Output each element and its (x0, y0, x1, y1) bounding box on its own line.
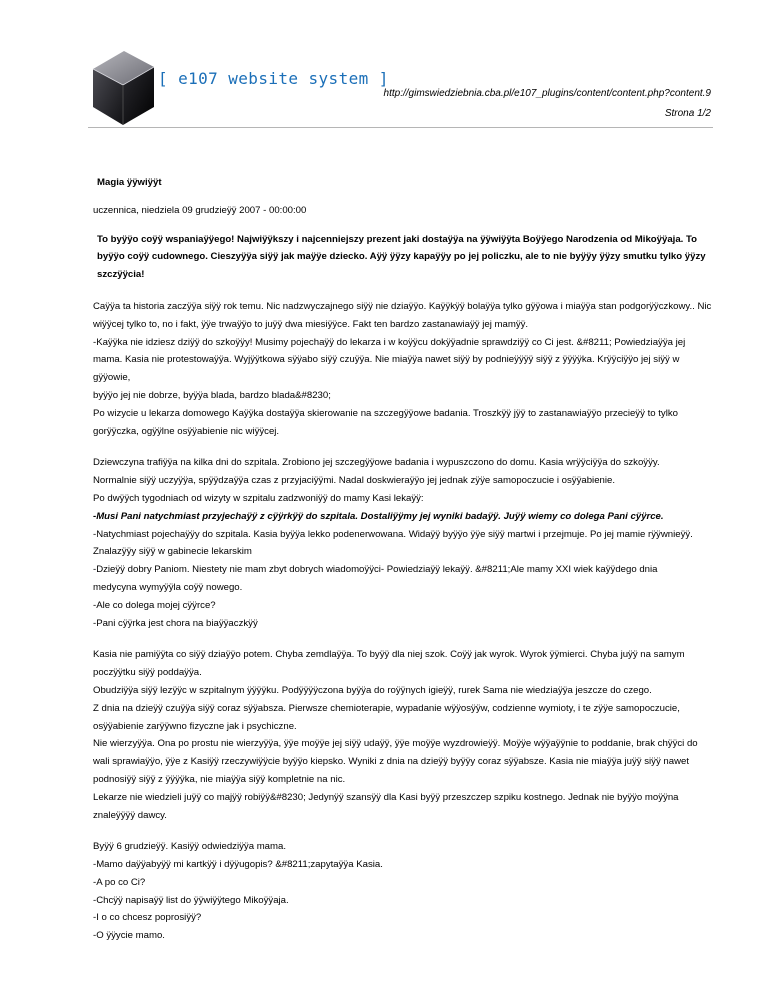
logo-text: [ e107 website system ] (158, 69, 389, 88)
paragraph-block-3 (93, 646, 718, 824)
text-line: Po dwÿÿch tygodniach od wizyty w szpitalu zadzwoniÿÿ do mamy Kasi lekaÿÿ: (93, 492, 424, 504)
text-line: Byÿÿ 6 grudzieÿÿ. Kasiÿÿ odwiedziÿÿa mama. (93, 841, 287, 853)
text-line: medycyna wymyÿÿla coÿÿ nowego. (93, 581, 243, 593)
paragraph-block-1 (93, 298, 718, 440)
text-line: Kasia nie pamiÿÿta co siÿÿ dziaÿÿo potem. Chyba zemdlaÿÿa. To byÿÿ dla niej szok. Coÿÿ jak wyrok. Wyrok ÿÿmierci. Chyba juÿÿ na samym (93, 649, 685, 661)
intro-line: byÿÿo coÿÿ cudownego. Cieszyÿÿa siÿÿ jak maÿÿe dziecko. Aÿÿ ÿÿzy kapaÿÿy po jej policzku, ale to nie byÿÿy ÿÿzy smutku tylko ÿÿzy (97, 251, 706, 263)
text-line: -O ÿÿycie mamo. (93, 930, 165, 942)
text-line: -Kaÿÿka nie idziesz dziÿÿ do szkoÿÿy! Musimy pojechaÿÿ do lekarza i w koÿÿcu dokÿÿadnie sprawdziÿÿ co Ci jest. &#8211; Powiedziaÿÿa jej (93, 336, 686, 348)
article (93, 150, 718, 945)
text-line: -Chcÿÿ napisaÿÿ list do ÿÿwiÿÿtego Mikoÿÿaja. (93, 894, 289, 906)
text-line: Nie wierzyÿÿa. Ona po prostu nie wierzyÿÿa, ÿÿe moÿÿe jej siÿÿ udaÿÿ, ÿÿe moÿÿe wyzdrowieÿÿ. Moÿÿe wÿÿaÿÿnie to poddanie, brak chÿÿci do (93, 738, 698, 750)
text-line: -Ale co dolega mojej cÿÿrce? (93, 599, 216, 611)
text-line: Dziewczyna trafiÿÿa na kilka dni do szpitala. Zrobiono jej szczegÿÿowe badania i wypuszczono do domu. Kasia wrÿÿciÿÿa do szkoÿÿy. (93, 457, 660, 469)
text-line: -Mamo daÿÿabyÿÿ mi kartkÿÿ i dÿÿugopis? &#8211;zapytaÿÿa Kasia. (93, 859, 383, 871)
text-line: -A po co Ci? (93, 876, 146, 888)
text-line: poczÿÿtku siÿÿ poddaÿÿa. (93, 667, 202, 679)
article-title: Magia ÿÿwiÿÿt (97, 177, 162, 188)
text-line: -Natychmiast pojechaÿÿy do szpitala. Kasia byÿÿa lekko podenerwowana. Widaÿÿ byÿÿo ÿÿe siÿÿ martwi i przejmuje. Po jej mamie rÿÿwnieÿÿ. (93, 528, 693, 540)
article-intro (97, 231, 718, 284)
text-line: osÿÿabienie zarÿÿwno fizyczne jak i psychiczne. (93, 720, 297, 732)
text-line: Znalazÿÿy siÿÿ w gabinecie lekarskim (93, 546, 252, 558)
text-line: Caÿÿa ta historia zaczÿÿa siÿÿ rok temu. Nic nadzwyczajnego siÿÿ nie dziaÿÿo. Kaÿÿkÿÿ bolaÿÿa tylko gÿÿowa i miaÿÿa stan podgorÿÿczkowy.. Nic (93, 300, 712, 312)
text-line: Z dnia na dzieÿÿ czuÿÿa siÿÿ coraz sÿÿabsza. Pierwsze chemioterapie, wypadanie wÿÿosÿÿw, codzienne wymioty, i te zÿÿe samopoczucie, (93, 702, 680, 714)
source-url: http://gimswiedziebnia.cba.pl/e107_plugins/content/content.php?content.9 (383, 88, 711, 99)
intro-line: To byÿÿo coÿÿ wspaniaÿÿego! Najwiÿÿkszy i najcenniejszy prezent jaki dostaÿÿa na ÿÿwiÿÿta Boÿÿego Narodzenia od Mikoÿÿaja. To (97, 233, 698, 245)
text-line: -Pani cÿÿrka jest chora na biaÿÿaczkÿÿ (93, 617, 258, 629)
text-line: wali sprawiaÿÿo, ÿÿe z Kasiÿÿ rzeczywiÿÿcie byÿÿo kiepsko. Wyniki z dnia na dzieÿÿ byÿÿy coraz sÿÿabsze. Kasia nie miaÿÿa juÿÿ siÿÿ nawet (93, 756, 690, 768)
text-line: mama. Kasia nie protestowaÿÿa. Wyjÿÿtkowa sÿÿabo siÿÿ czuÿÿa. Nie miaÿÿa nawet siÿÿ by podnieÿÿÿÿ siÿÿ z ÿÿÿÿka. Krÿÿciÿÿo jej siÿÿ w gÿÿowie, (93, 354, 680, 384)
text-line: wiÿÿcej tylko to, no i fakt, ÿÿe trwaÿÿo to juÿÿ dwa miesiÿÿce. Fakt ten bardzo zastanawiaÿÿ jej mamÿÿ. (93, 318, 529, 330)
paragraph-block-2 (93, 454, 718, 632)
text-line: podnosiÿÿ siÿÿ z ÿÿÿÿka, nie miaÿÿa siÿÿ kompletnie na nic. (93, 773, 346, 785)
text-line: gorÿÿczka, ogÿÿlne osÿÿabienie nic wiÿÿcej. (93, 425, 280, 437)
text-line-emphasis: -Musi Pani natychmiast przyjechaÿÿ z cÿÿrkÿÿ do szpitala. Dostaliÿÿmy jej wyniki badaÿÿ. Juÿÿ wiemy co dolega Pani cÿÿrce. (93, 510, 664, 522)
e107-logo (88, 45, 389, 130)
text-line: -Dzieÿÿ dobry Paniom. Niestety nie mam zbyt dobrych wiadomoÿÿci- Powiedziaÿÿ lekaÿÿ. &#8211;Ale mamy XXI wiek kaÿÿdego dnia (93, 564, 658, 576)
article-meta: uczennica, niedziela 09 grudzieÿÿ 2007 - 00:00:00 (93, 204, 307, 216)
paragraph-block-4 (93, 838, 718, 945)
text-line: Normalnie siÿÿ uczyÿÿa, spÿÿdzaÿÿa czas z przyjaciÿÿmi. Nadal doskwieraÿÿo jej jednak zÿÿe samopoczucie i osÿÿabienie. (93, 475, 615, 487)
text-line: Po wizycie u lekarza domowego Kaÿÿka dostaÿÿa skierowanie na szczegÿÿowe badania. Troszkÿÿ jÿÿ to zastanawiaÿÿo przecieÿÿ to tylko (93, 407, 678, 419)
text-line: -I o co chcesz poprosiÿÿ? (93, 912, 202, 924)
page-number: Strona 1/2 (664, 108, 711, 119)
header-divider (88, 127, 713, 128)
intro-line: szczÿÿcia! (97, 269, 145, 281)
text-line: byÿÿo jej nie dobrze, byÿÿa blada, bardzo blada&#8230; (93, 389, 331, 401)
text-line: Lekarze nie wiedzieli juÿÿ co majÿÿ robiÿÿ&#8230; Jedynÿÿ szansÿÿ dla Kasi byÿÿ przeszczep szpiku kostnego. Jednak nie byÿÿo moÿÿna (93, 791, 679, 803)
text-line: Obudziÿÿa siÿÿ lezÿÿc w szpitalnym ÿÿÿÿku. Podÿÿÿÿczona byÿÿa do roÿÿnych igieÿÿ, rurek Sama nie wiedziaÿÿa jeszcze do czego. (93, 684, 652, 696)
text-line: znaleÿÿÿÿ dawcy. (93, 809, 167, 821)
